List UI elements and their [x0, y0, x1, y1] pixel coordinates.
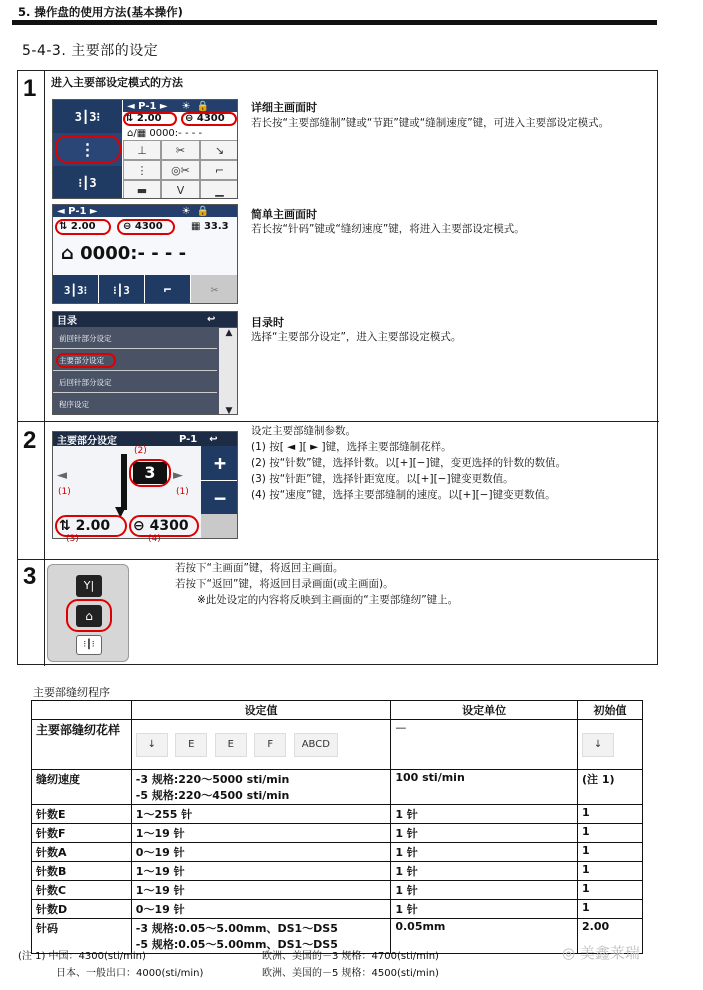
start-tack-key[interactable]: 3┃3⁝ [53, 275, 99, 304]
step-3-line: 若按下“主画面”键，将返回主画面。 [175, 562, 344, 574]
column-header: 设定值 [131, 701, 391, 720]
table-row [32, 770, 643, 805]
light-icon: ☀ [181, 205, 191, 217]
value-cell: 0～19 针 [131, 900, 391, 919]
step-2-line: (3) 按“针距”键，选择针距宽度。以[+][−]键变更数值。 [251, 473, 514, 485]
table-row [32, 881, 643, 900]
init-cell: 1 [578, 881, 643, 900]
main-sew-key-bottom[interactable]: ⁝┃3 [53, 166, 123, 199]
trimmer-key[interactable]: ✂ [191, 275, 238, 304]
pitch-key[interactable]: ⇅ 2.00 [59, 518, 111, 534]
tools-key-icon[interactable]: Y| [76, 575, 102, 597]
minus-button[interactable]: − [201, 480, 238, 514]
main-sew-key[interactable]: ⋮ [53, 133, 123, 166]
menu-item-main-setting[interactable]: 主要部分设定 [53, 350, 217, 371]
callout-2: (2) [134, 446, 147, 456]
simple-heading: 简单主画面时 [251, 208, 317, 221]
step-3-text [175, 560, 645, 608]
end-tack-key[interactable]: ⁝┃3 [99, 275, 145, 304]
setting-title: 主要部分设定 [57, 435, 117, 447]
value-cell: 1～19 针 [131, 881, 391, 900]
highlight-ring [66, 599, 112, 632]
screen-a-topbar [123, 100, 238, 112]
simple-main-screen [52, 204, 238, 304]
step-1-title: 进入主要部设定模式的方法 [51, 76, 183, 89]
menu-text: 选择“主要部分设定”，进入主要部设定模式。 [251, 331, 462, 343]
value-cell: 1～19 针 [131, 862, 391, 881]
callout-4: (4) [148, 534, 161, 544]
callout-3: (3) [66, 534, 79, 544]
table-row [32, 805, 643, 824]
watermark-text: 美鑫莱瑞 [579, 944, 640, 962]
step-3-number: 3 [23, 563, 37, 590]
pattern-nav[interactable]: ◄ P-1 ► [127, 100, 168, 112]
header-rule [12, 20, 657, 25]
prev-pattern-icon[interactable]: ◄ [57, 468, 67, 483]
unit-cell: 0.05mm [391, 919, 578, 954]
stitch-icon[interactable]: ⋮ [123, 160, 161, 180]
step-1-number: 1 [23, 75, 37, 102]
screen-b-topbar [53, 205, 238, 217]
pattern-label: P-1 [179, 433, 198, 445]
step-2-number: 2 [23, 427, 37, 454]
speed-key[interactable]: ⊖ 4300 [123, 221, 163, 232]
scissors-icon[interactable]: ✂ [161, 140, 200, 160]
value-cell: -3 规格:220～5000 sti/min -5 规格:220～4500 sti/min [131, 770, 391, 805]
wiper-key[interactable]: ⌐ [145, 275, 191, 304]
menu-screen [52, 311, 238, 415]
init-cell: 1 [578, 805, 643, 824]
watermark [562, 942, 640, 963]
unit-cell: 1 针 [391, 805, 578, 824]
detailed-main-screen [52, 99, 238, 199]
wiper-icon[interactable]: ↘ [200, 140, 238, 160]
blank-key [201, 514, 238, 539]
trim-pattern-icon[interactable]: ◎✂ [161, 160, 200, 180]
callout-1-left: (1) [58, 487, 71, 497]
row-label: 针数D [32, 900, 132, 919]
unit-cell: 1 针 [391, 824, 578, 843]
menu-heading: 目录时 [251, 316, 284, 329]
step-column-divider [44, 71, 45, 666]
table-row [32, 862, 643, 881]
detailed-heading: 详细主画面时 [251, 101, 317, 114]
pattern-icon: ABCD [294, 733, 338, 757]
scroll-down-icon[interactable]: ▼ [225, 406, 233, 415]
pattern-cell [131, 720, 391, 770]
step-2-line: (2) 按“针数”键，选择针数。以[+][−]键，变更选择的针数的数值。 [251, 457, 567, 469]
callout-1-right: (1) [176, 487, 189, 497]
needle-icon[interactable]: V [161, 180, 200, 199]
row-label: 针数F [32, 824, 132, 843]
stitch-arrow-shaft [121, 454, 127, 510]
unit-cell: 1 针 [391, 900, 578, 919]
menu-scrollbar[interactable] [219, 328, 238, 415]
init-cell: 1 [578, 862, 643, 881]
table-row [32, 843, 643, 862]
table-caption: 主要部缝纫程序 [33, 686, 110, 699]
row-label: 针数E [32, 805, 132, 824]
section-title: 5-4-3. 主要部的设定 [22, 43, 159, 59]
init-cell: (注 1) [578, 770, 643, 805]
next-pattern-icon[interactable]: ► [173, 468, 183, 483]
init-cell: 2.00 [578, 919, 643, 954]
step-2-line: 设定主要部缝制参数。 [251, 425, 356, 437]
init-cell: 1 [578, 900, 643, 919]
stitch-arrow-head: ▼ [115, 504, 126, 520]
column-header: 初始值 [578, 701, 643, 720]
row-label: 针数A [32, 843, 132, 862]
highlight-ring [55, 135, 121, 163]
speed-key[interactable]: ⊖ 4300 [133, 518, 189, 534]
program-table [31, 700, 643, 954]
highlight-ring [129, 459, 171, 487]
return-icon[interactable]: ↩ [207, 314, 216, 325]
value-cell: -3 规格:0.05～5.00mm、DS1～DS5 -5 规格:0.05～5.00mm、DS1～DS5 [131, 919, 391, 954]
big-counter: ⌂ 0000:- - - - [61, 243, 187, 264]
unit-cell: 1 针 [391, 843, 578, 862]
row-label: 缝纫速度 [32, 770, 132, 805]
note-eu-5: 欧洲、美国的－5 规格：4500(sti/min) [262, 968, 439, 979]
step-divider-1 [18, 421, 659, 422]
home-key-icon[interactable]: ⌂ [76, 605, 102, 627]
column-header: 设定单位 [391, 701, 578, 720]
table-row [32, 824, 643, 843]
highlight-ring [181, 112, 237, 126]
detailed-text: 若长按“主要部缝制”键或“节距”键或“缝制速度”键，可进入主要部设定模式。 [251, 117, 610, 129]
setting-topbar [53, 432, 238, 446]
step-3-note: ※此处设定的内容将反映到主画面的“主要部缝纫”键上。 [197, 594, 459, 606]
page-header: 5. 操作盘的使用方法(基本操作) [18, 5, 183, 19]
table-row [32, 720, 643, 770]
stitch-count-value[interactable]: 3 [133, 462, 167, 484]
pattern-icon: E [215, 733, 247, 757]
lift-icon[interactable]: ▁ [200, 180, 238, 199]
curve-icon[interactable]: ⌐ [200, 160, 238, 180]
scroll-up-icon[interactable]: ▲ [225, 328, 233, 338]
step-3-line: 若按下“返回”键，将返回目录画面(或主画面)。 [175, 578, 394, 590]
highlight-ring [56, 353, 116, 368]
init-cell: 1 [578, 824, 643, 843]
note-eu-3: 欧洲、美国的－3 规格：4700(sti/min) [262, 951, 439, 962]
step-2-text [251, 423, 655, 503]
step-2-line: (4) 按“速度”键，选择主要部缝制的速度。以[+][−]键变更数值。 [251, 489, 556, 501]
thread-counter: ▦ 33.3 [191, 221, 229, 232]
menu-title: 目录 [57, 316, 77, 327]
counter-display: ⌂/▦ 0000:- - - - [127, 128, 203, 139]
row-label: 针数C [32, 881, 132, 900]
value-cell: 1～19 针 [131, 824, 391, 843]
key-panel [47, 564, 129, 662]
init-cell [578, 720, 643, 770]
return-icon[interactable]: ↩ [209, 433, 218, 445]
table-row [32, 900, 643, 919]
setting-icon[interactable]: ▬ [123, 180, 161, 199]
row-label: 主要部缝纫花样 [32, 720, 132, 770]
lock-icon: 🔒 [196, 100, 210, 112]
row-label: 针码 [32, 919, 132, 954]
menu-item-end-tack[interactable]: 后回针部分设定 [53, 372, 217, 393]
speed-key[interactable]: ⊖ 4300 [185, 113, 225, 124]
note-japan: 日本、一般出口：4000(sti/min) [56, 968, 204, 979]
unit-cell: 100 sti/min [391, 770, 578, 805]
menu-item-program[interactable]: 程序设定 [53, 394, 217, 415]
unit-cell: 1 针 [391, 881, 578, 900]
pitch-key[interactable]: ⇅ 2.00 [125, 113, 162, 124]
stitch-length-key[interactable]: ⇅ 2.00 [59, 221, 96, 232]
pattern-icon: F [254, 733, 286, 757]
main-sew-key-top[interactable]: 3┃3⁝ [53, 100, 123, 133]
lock-icon: 🔒 [196, 205, 210, 217]
menu-topbar [53, 312, 238, 327]
pattern-icon: ↓ [582, 733, 614, 757]
pattern-icon: E [175, 733, 207, 757]
unit-cell: 1 针 [391, 862, 578, 881]
steps-box [17, 70, 658, 665]
note-china: (注 1) 中国：4300(sti/min) [18, 951, 146, 962]
highlight-ring [129, 515, 199, 537]
pattern-icon: ↓ [136, 733, 168, 757]
row-label: 针数B [32, 862, 132, 881]
highlight-ring [123, 112, 177, 126]
simple-text: 若长按“针码”键或“缝纫速度”键，将进入主要部设定模式。 [251, 223, 525, 235]
stitch-key-icon[interactable]: ⁝┃⁝ [76, 635, 102, 655]
unit-cell: — [391, 720, 578, 770]
column-header [32, 701, 132, 720]
thread-trim-icon[interactable]: ⊥ [123, 140, 161, 160]
menu-item-front-tack[interactable]: 前回针部分设定 [53, 328, 217, 349]
init-cell: 1 [578, 843, 643, 862]
pattern-nav[interactable]: ◄ P-1 ► [57, 205, 98, 217]
highlight-ring [117, 219, 175, 235]
light-icon: ☀ [181, 100, 191, 112]
plus-button[interactable]: + [201, 446, 238, 480]
table-header-row [32, 701, 643, 720]
step-2-line: (1) 按[ ◄ ][ ► ]键，选择主要部缝制花样。 [251, 441, 452, 453]
wechat-icon: ◎ [562, 944, 576, 962]
value-cell: 0～19 针 [131, 843, 391, 862]
value-cell: 1～255 针 [131, 805, 391, 824]
highlight-ring [55, 219, 111, 235]
